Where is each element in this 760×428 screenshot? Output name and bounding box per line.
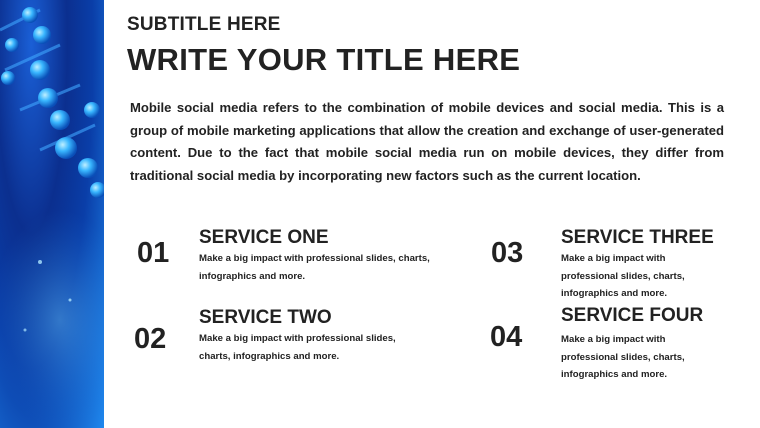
dna-helix-graphic (0, 0, 104, 428)
slide-title: WRITE YOUR TITLE HERE (127, 42, 521, 77)
service-title: SERVICE THREE (561, 227, 714, 248)
service-title: SERVICE FOUR (561, 305, 704, 326)
service-number: 03 (491, 237, 524, 269)
intro-paragraph: Mobile social media refers to the combination of mobile devices and social media. This is a group of mobile marketing applications that allow the creation and exchange of user-generated content. Due to the fact that mobile social media run on mobile devices, they differ from traditional social media by incorporating new factors such as the current location. (130, 100, 724, 183)
service-description: Make a big impact with professional slides, charts, infographics and more. (199, 253, 430, 282)
service-description: Make a big impact with professional slides, charts, infographics and more. (561, 334, 685, 380)
service-title: SERVICE ONE (199, 227, 329, 248)
slide-subtitle: SUBTITLE HERE (127, 14, 281, 35)
service-description: Make a big impact with professional slides, charts, infographics and more. (561, 253, 685, 299)
service-number: 04 (490, 321, 523, 353)
service-description: Make a big impact with professional slides, charts, infographics and more. (199, 333, 396, 362)
service-number: 02 (134, 323, 167, 355)
service-title: SERVICE TWO (199, 307, 332, 328)
service-number: 01 (137, 237, 170, 269)
dna-helix-image (0, 0, 104, 428)
